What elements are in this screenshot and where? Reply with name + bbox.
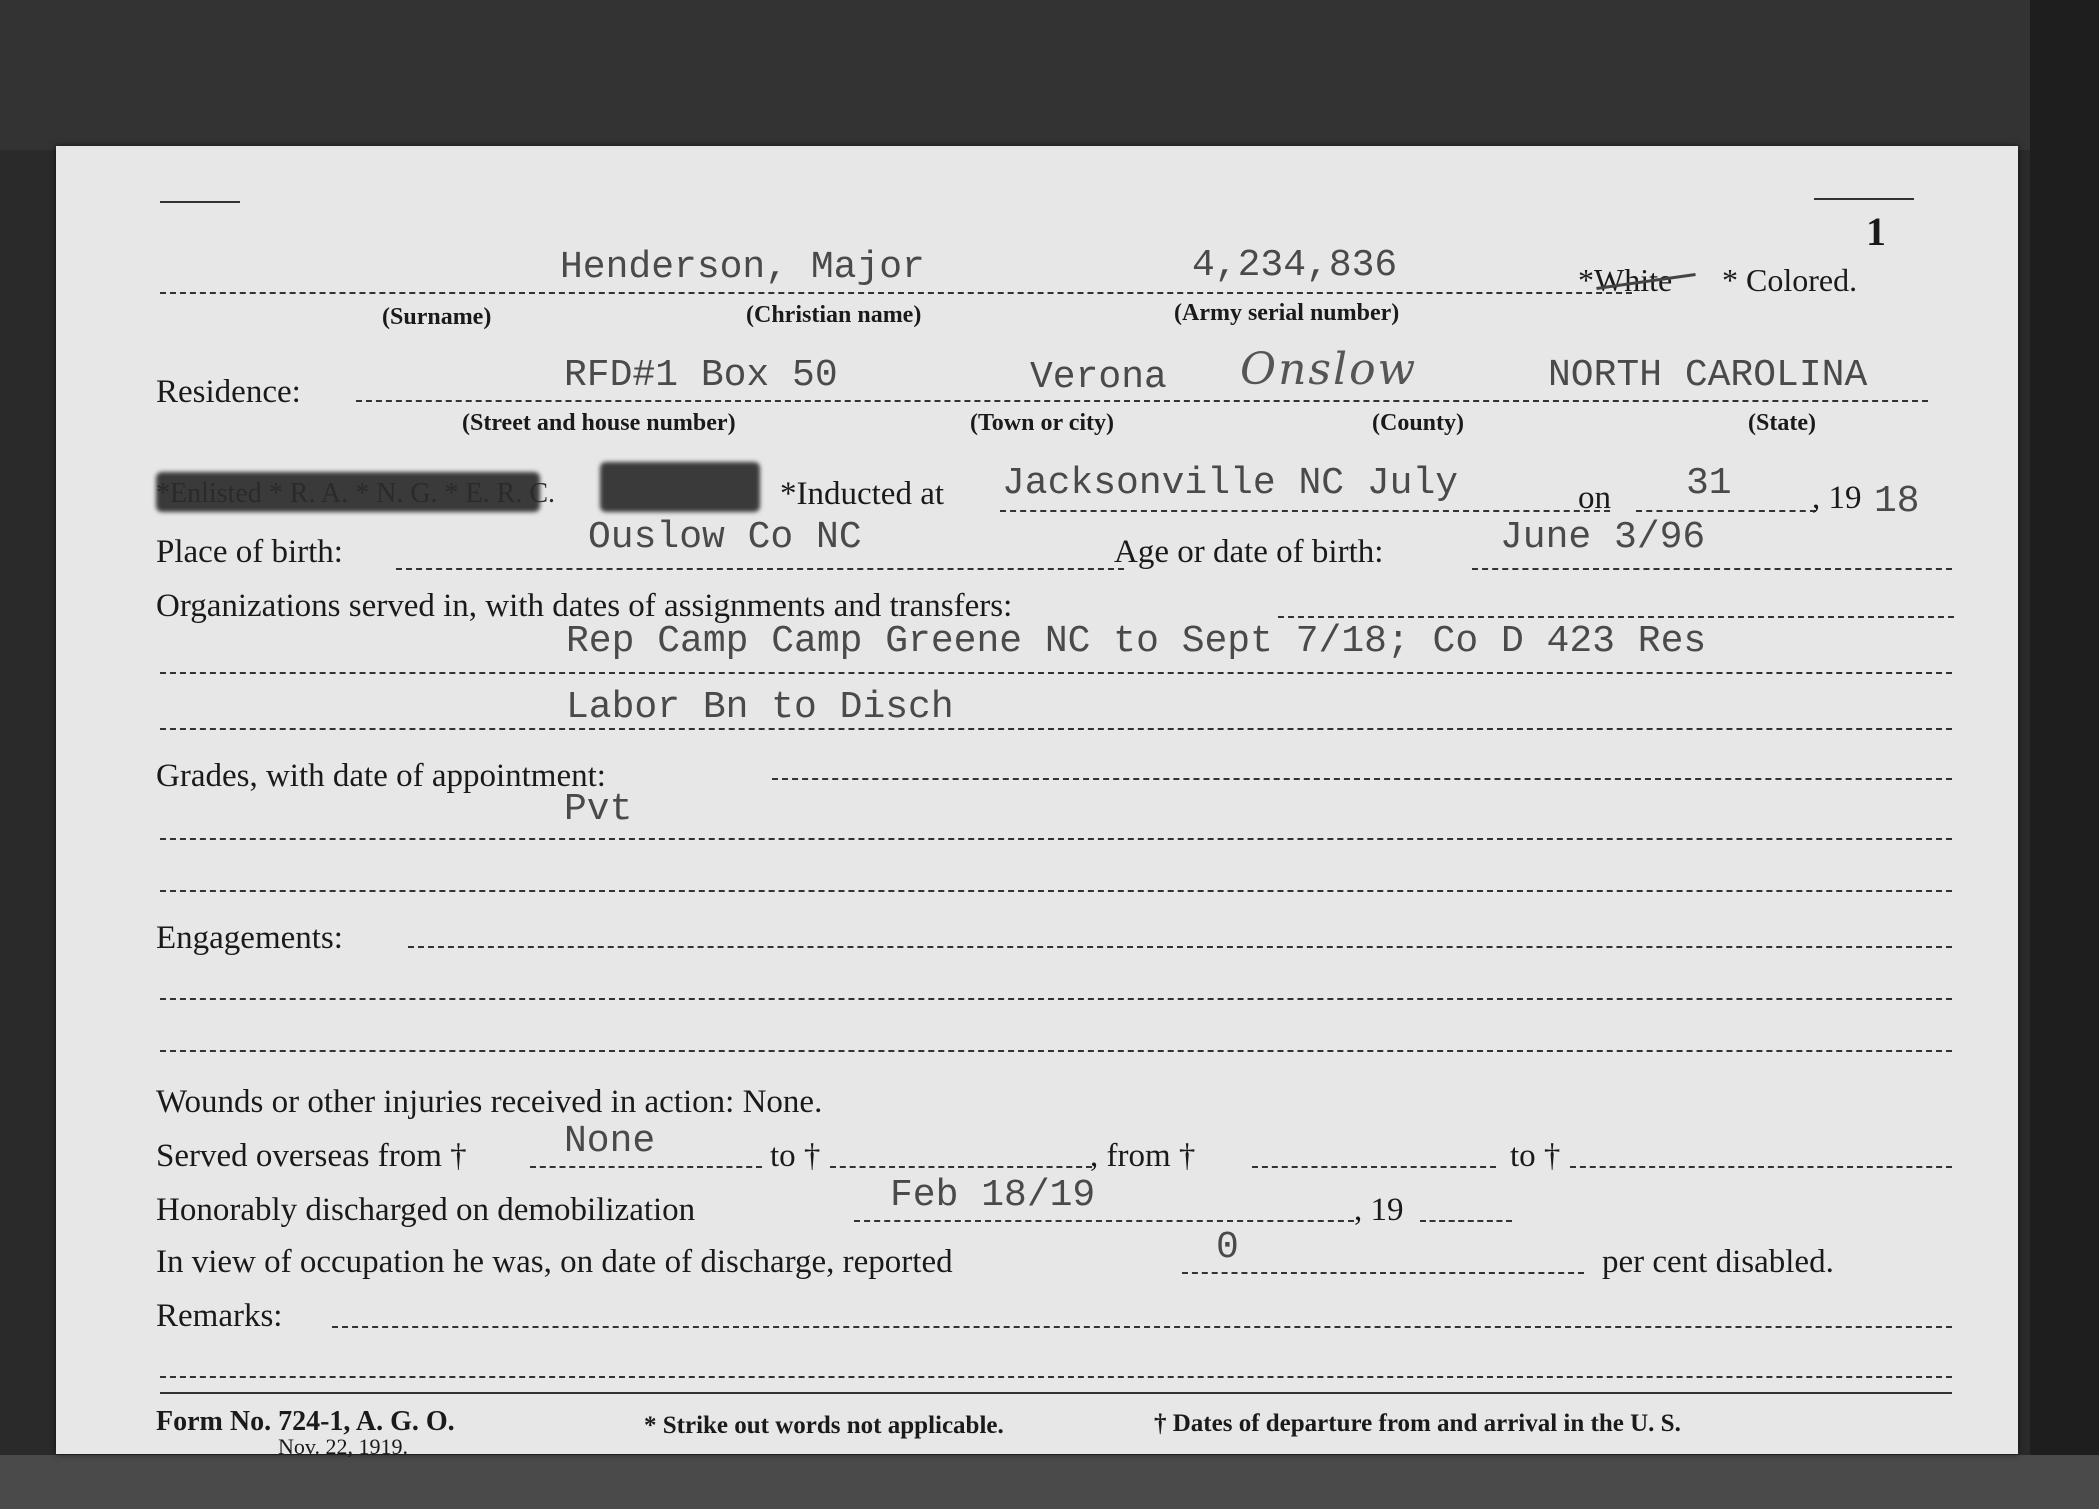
card-number: 1 bbox=[1866, 209, 1886, 254]
discharge-line bbox=[854, 1220, 1354, 1222]
place-of-birth-line bbox=[396, 568, 1124, 570]
residence-label: Residence: bbox=[156, 374, 301, 410]
grades-value: Pvt bbox=[564, 788, 633, 831]
overseas-from2-line bbox=[1252, 1166, 1496, 1168]
residence-street-value: RFD#1 Box 50 bbox=[564, 354, 838, 397]
organizations-value-2: Labor Bn to Disch bbox=[566, 686, 954, 729]
year-prefix: , 19 bbox=[1812, 480, 1862, 516]
discharge-label: Honorably discharged on demobilization bbox=[156, 1192, 696, 1228]
top-left-rule bbox=[160, 201, 240, 203]
county-caption: (County) bbox=[1372, 410, 1465, 436]
overseas-to2-line bbox=[1570, 1166, 1952, 1168]
discharge-year-line bbox=[1420, 1220, 1512, 1222]
engagements-line-2 bbox=[160, 1050, 1952, 1052]
organizations-value-1: Rep Camp Camp Greene NC to Sept 7/18; Co D 423 Res bbox=[566, 620, 1707, 663]
race-white: *White bbox=[1578, 262, 1673, 298]
footnote-dates: † Dates of departure from and arrival in the U. S. bbox=[1154, 1410, 1681, 1437]
engagements-line-1 bbox=[160, 998, 1952, 1000]
surname-christian-value: Henderson, Major bbox=[560, 246, 925, 289]
footer-rule bbox=[160, 1392, 1952, 1394]
place-of-birth-label: Place of birth: bbox=[156, 534, 343, 570]
christian-name-caption: (Christian name) bbox=[746, 302, 922, 328]
inducted-place-line bbox=[1000, 510, 1610, 512]
disability-label: In view of occupation he was, on date of discharge, reported bbox=[156, 1244, 953, 1280]
overseas-to2-label: to † bbox=[1510, 1138, 1561, 1174]
overseas-to-line bbox=[830, 1166, 1092, 1168]
footnote-strike-out: * Strike out words not applicable. bbox=[644, 1412, 1004, 1439]
discharge-year-label: , 19 bbox=[1354, 1192, 1404, 1228]
name-line bbox=[160, 292, 1632, 294]
engagements-line-0 bbox=[408, 946, 1952, 948]
form-date: Nov. 22, 1919. bbox=[278, 1434, 408, 1459]
inducted-place-value: Jacksonville NC July bbox=[1002, 462, 1459, 505]
wounds-label: Wounds or other injuries received in action: None. bbox=[156, 1084, 823, 1120]
town-caption: (Town or city) bbox=[970, 410, 1114, 436]
remarks-label: Remarks: bbox=[156, 1298, 283, 1334]
remarks-line-0 bbox=[332, 1326, 1952, 1328]
organizations-line-1 bbox=[160, 672, 1952, 674]
day-line bbox=[1636, 510, 1816, 512]
place-of-birth-value: Ouslow Co NC bbox=[588, 516, 862, 559]
organizations-line-2 bbox=[160, 728, 1952, 730]
erc-redaction bbox=[600, 462, 760, 512]
grades-label: Grades, with date of appointment: bbox=[156, 758, 606, 794]
overseas-value: None bbox=[564, 1120, 656, 1163]
service-record-card bbox=[56, 146, 2018, 1459]
form-number: Form No. 724-1, A. G. O. bbox=[156, 1406, 455, 1437]
disability-line bbox=[1182, 1272, 1584, 1274]
organizations-label: Organizations served in, with dates of assignments and transfers: bbox=[156, 588, 1013, 624]
residence-state-value: NORTH CAROLINA bbox=[1548, 354, 1868, 397]
residence-line bbox=[356, 400, 1928, 402]
induction-year-value: 18 bbox=[1874, 480, 1920, 523]
grades-line-2 bbox=[160, 890, 1952, 892]
induction-day-value: 31 bbox=[1686, 462, 1732, 505]
disability-value: 0 bbox=[1216, 1226, 1239, 1269]
state-caption: (State) bbox=[1748, 410, 1816, 436]
surname-caption: (Surname) bbox=[382, 304, 492, 330]
background-bottom bbox=[0, 1455, 2099, 1509]
race-colored: * Colored. bbox=[1722, 262, 1858, 298]
top-right-rule bbox=[1814, 198, 1914, 200]
background-right bbox=[2030, 0, 2099, 1509]
overseas-from-line bbox=[530, 1166, 762, 1168]
residence-town-value: Verona bbox=[1030, 356, 1167, 399]
background-top bbox=[0, 0, 2099, 150]
remarks-line-1 bbox=[160, 1376, 1952, 1378]
overseas-label: Served overseas from † bbox=[156, 1138, 467, 1174]
overseas-to-label: to † bbox=[770, 1138, 821, 1174]
disability-suffix: per cent disabled. bbox=[1602, 1244, 1834, 1280]
age-label: Age or date of birth: bbox=[1114, 534, 1384, 570]
organizations-line-0 bbox=[1278, 616, 1954, 618]
age-line bbox=[1472, 568, 1952, 570]
grades-line-0 bbox=[772, 778, 1952, 780]
birth-date-value: June 3/96 bbox=[1500, 516, 1706, 559]
inducted-label: *Inducted at bbox=[780, 476, 945, 512]
on-label: on bbox=[1578, 480, 1611, 516]
enlisted-options: *Enlisted * R. A. * N. G. * E. R. C. bbox=[156, 478, 556, 509]
street-caption: (Street and house number) bbox=[462, 410, 736, 436]
serial-caption: (Army serial number) bbox=[1174, 300, 1400, 326]
overseas-from2-label: , from † bbox=[1090, 1138, 1196, 1174]
discharge-date-value: Feb 18/19 bbox=[890, 1174, 1096, 1217]
serial-number-value: 4,234,836 bbox=[1192, 244, 1398, 287]
engagements-label: Engagements: bbox=[156, 920, 343, 956]
grades-line-1 bbox=[160, 838, 1952, 840]
residence-county-value: Onslow bbox=[1240, 344, 1418, 395]
